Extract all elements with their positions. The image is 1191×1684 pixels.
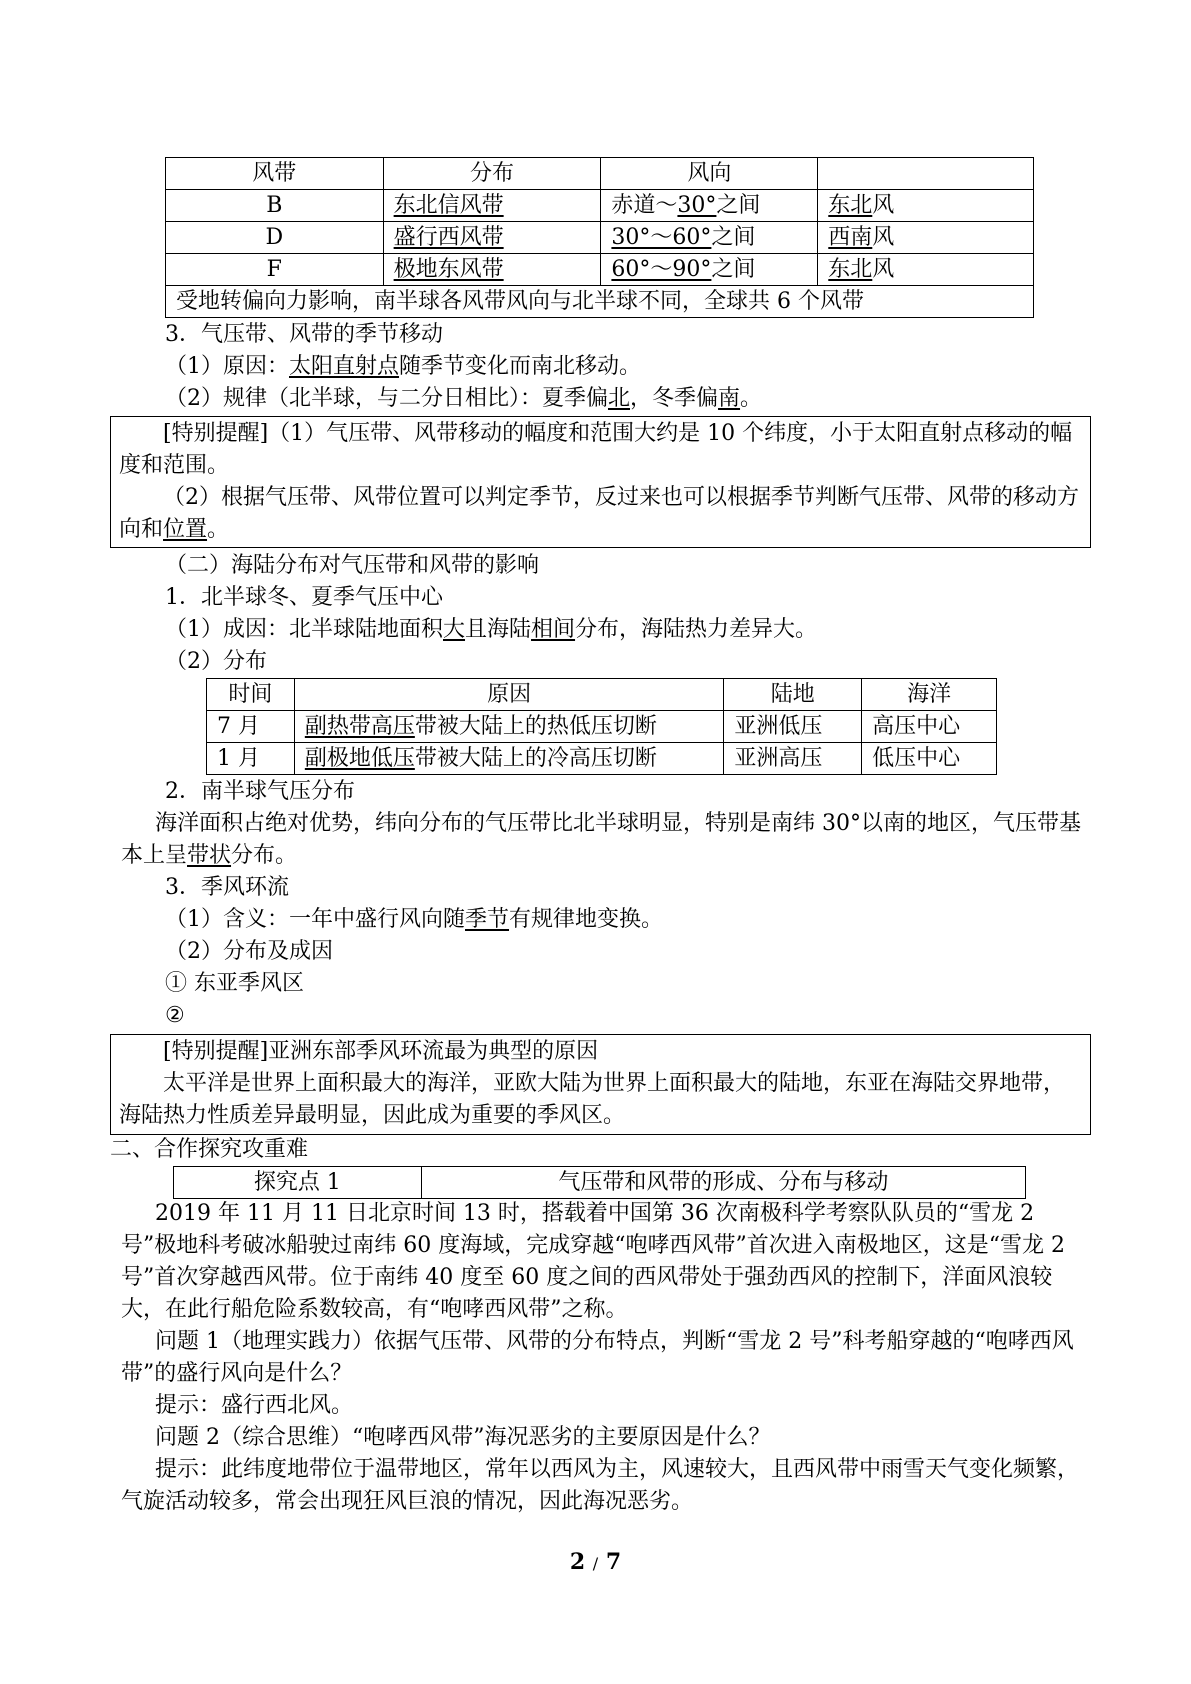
range-pre: 赤道～ — [611, 192, 678, 218]
month-cell: 1 月 — [207, 743, 295, 775]
cause-cell — [294, 711, 724, 743]
text-span: 分布。 — [231, 843, 298, 868]
range-underlined: 30° — [677, 192, 717, 218]
range-post: 之间 — [711, 256, 756, 282]
text-span: 有规律地变换。 — [509, 907, 664, 932]
page-current: 2 — [569, 1549, 586, 1575]
reminder-paragraph: 太平洋是世界上面积最大的海洋，亚欧大陆为世界上面积最大的陆地，东亚在海陆交界地带，海陆热力性质差异最明显，因此成为重要的季风区。 — [119, 1071, 1066, 1128]
page-total: 7 — [605, 1549, 622, 1575]
belt-label: B — [166, 190, 384, 222]
table-row — [166, 190, 1034, 222]
text-span: （1）含义：一年中盛行风向随 — [165, 907, 465, 932]
section-title: 3．气压带、风带的季节移动 — [165, 322, 443, 347]
list-item: ② — [165, 1003, 185, 1028]
belt-label: D — [166, 222, 384, 254]
point-title: 气压带和风带的形成、分布与移动 — [421, 1167, 1025, 1199]
text-span: （2）规律（北半球，与二分日相比）：夏季偏 — [165, 386, 608, 411]
text-span: （2）根据气压带、风带位置可以判定季节，反过来也可以根据季节判断气压带、风带的移动方向和 — [119, 485, 1080, 542]
answer-span: 相间 — [531, 617, 576, 642]
belt-label: F — [166, 254, 384, 286]
answer-span: 季节 — [465, 907, 510, 932]
table-row — [207, 743, 997, 775]
table-header-cell: 时间 — [207, 679, 295, 711]
answer-span: 北 — [608, 386, 631, 411]
table-header-row — [207, 679, 997, 711]
hint-paragraph: 提示：此纬度地带位于温带地区，常年以西风为主，风速较大，且西风带中雨雪天气变化频繁，气旋活动较多，常会出现狂风巨浪的情况，因此海况恶劣。 — [121, 1457, 1080, 1514]
text-span: 带被大陆上的热低压切断 — [414, 713, 657, 739]
answer-span: 带状 — [187, 843, 232, 868]
range-underlined: 60°～90° — [611, 256, 712, 282]
belt-direction — [818, 254, 1034, 286]
section-seasonal-shift — [121, 319, 1081, 415]
answer-span: 南 — [718, 386, 741, 411]
land-cell: 亚洲高压 — [724, 743, 862, 775]
hint-paragraph: 提示：盛行西北风。 — [155, 1393, 354, 1418]
cause-line — [121, 351, 1081, 383]
belt-range — [601, 190, 818, 222]
reminder-heading: [特别提醒]亚洲东部季风环流最为典型的原因 — [163, 1039, 599, 1064]
answer-span: 副极地低压 — [304, 745, 415, 771]
direction-post: 风 — [872, 192, 895, 218]
table-header-row — [166, 158, 1034, 190]
belt-range — [601, 254, 818, 286]
belt-direction — [818, 190, 1034, 222]
subsection-title: 3．季风环流 — [165, 875, 289, 900]
exploration-text — [121, 1198, 1091, 1518]
question-paragraph: 问题 1（地理实践力）依据气压带、风带的分布特点，判断“雪龙 2 号”科考船穿越的“咆哮西风带”的盛行风向是什么？ — [121, 1329, 1074, 1386]
passage-paragraph: 2019 年 11 月 11 日北京时间 13 时，搭载着中国第 36 次南极科学考察队队员的“雪龙 2 号”极地科考破冰船驶过南纬 60 度海域，完成穿越“咆哮西风带”首次进入南极地区，这是“雪龙 2 号”首次穿越西风带。位于南纬 40 度至 60 度之间的西风带处于强劲西风的控制下，洋面风浪较大，在此行船危险系数较高，有“咆哮西风带”之称。 — [121, 1201, 1065, 1322]
range-post: 之间 — [716, 192, 761, 218]
sea-cell: 高压中心 — [862, 711, 997, 743]
table-footnote: 受地转偏向力影响，南半球各风带风向与北半球不同，全球共 6 个风带 — [166, 286, 1034, 318]
list-item: ① 东亚季风区 — [165, 971, 304, 996]
answer-span: 副热带高压 — [304, 713, 415, 739]
table-header-cell: 原因 — [294, 679, 724, 711]
answer-span: 位置 — [163, 517, 208, 542]
question-paragraph: 问题 2（综合思维）“咆哮西风带”海况恶劣的主要原因是什么？ — [155, 1425, 771, 1450]
text-span: 带被大陆上的冷高压切断 — [414, 745, 657, 771]
belt-name — [383, 222, 601, 254]
range-post: 之间 — [711, 224, 756, 250]
land-cell: 亚洲低压 — [724, 711, 862, 743]
distribution-line: （2）分布 — [165, 649, 267, 674]
belt-name — [383, 190, 601, 222]
direction-underlined: 西南 — [828, 224, 873, 250]
subsection-title: 1．北半球冬、夏季气压中心 — [165, 585, 443, 610]
direction-post: 风 — [872, 256, 895, 282]
text-span: 海洋面积占绝对优势，纬向分布的气压带比北半球明显，特别是南纬 30°以南的地区，气压带基本上呈 — [121, 811, 1081, 868]
table-header-cell — [818, 158, 1034, 190]
reminder-paragraph — [119, 482, 1082, 546]
section-title: （二）海陆分布对气压带和风带的影响 — [165, 553, 540, 578]
text-span: 。 — [740, 386, 763, 411]
section-land-sea — [121, 550, 1081, 678]
table-header-cell: 海洋 — [862, 679, 997, 711]
wind-belt-table — [165, 157, 1034, 318]
reminder-box-1 — [110, 416, 1091, 548]
direction-underlined: 东北 — [828, 192, 873, 218]
sea-cell: 低压中心 — [862, 743, 997, 775]
point-label: 探究点 1 — [174, 1167, 422, 1199]
text-span: 随季节变化而南北移动。 — [399, 354, 642, 379]
definition-line — [121, 904, 1081, 936]
text-span: 分布，海陆热力差异大。 — [575, 617, 818, 642]
page-number — [0, 1546, 1191, 1580]
section-title: 二、合作探究攻重难 — [110, 1137, 309, 1162]
exploration-point-table — [173, 1166, 1026, 1199]
table-header-cell: 分布 — [383, 158, 601, 190]
belt-name-text: 东北信风带 — [393, 192, 504, 218]
direction-underlined: 东北 — [828, 256, 873, 282]
direction-post: 风 — [872, 224, 895, 250]
belt-direction — [818, 222, 1034, 254]
section-south-monsoon — [121, 776, 1081, 1032]
south-paragraph — [121, 808, 1081, 872]
rule-line — [121, 383, 1081, 415]
table-header-cell: 陆地 — [724, 679, 862, 711]
text-span: 且海陆 — [465, 617, 532, 642]
table-row — [207, 711, 997, 743]
text-span: ，冬季偏 — [630, 386, 719, 411]
month-cell: 7 月 — [207, 711, 295, 743]
reminder-paragraph: [特别提醒]（1）气压带、风带移动的幅度和范围大约是 10 个纬度，小于太阳直射点移动的幅度和范围。 — [119, 421, 1073, 478]
section-cooperation — [110, 1134, 1080, 1166]
cause-line — [121, 614, 1081, 646]
reminder-box-2 — [110, 1034, 1091, 1135]
distribution-line: （2）分布及成因 — [165, 939, 333, 964]
belt-name — [383, 254, 601, 286]
pressure-center-table — [206, 678, 997, 775]
cause-cell — [294, 743, 724, 775]
text-span: （1）原因： — [165, 354, 289, 379]
page-separator: / — [592, 1554, 599, 1573]
text-span: （1）成因：北半球陆地面积 — [165, 617, 443, 642]
belt-name-text: 极地东风带 — [393, 256, 504, 282]
subsection-title: 2．南半球气压分布 — [165, 779, 355, 804]
belt-name-text: 盛行西风带 — [393, 224, 504, 250]
answer-span: 太阳直射点 — [289, 354, 400, 379]
range-underlined: 30°～60° — [611, 224, 712, 250]
answer-span: 大 — [443, 617, 466, 642]
table-row — [166, 254, 1034, 286]
table-header-cell: 风向 — [601, 158, 818, 190]
table-row — [166, 222, 1034, 254]
text-span: 。 — [207, 517, 230, 542]
table-footnote-row — [166, 286, 1034, 318]
belt-range — [601, 222, 818, 254]
table-row — [174, 1167, 1026, 1199]
table-header-cell: 风带 — [166, 158, 384, 190]
